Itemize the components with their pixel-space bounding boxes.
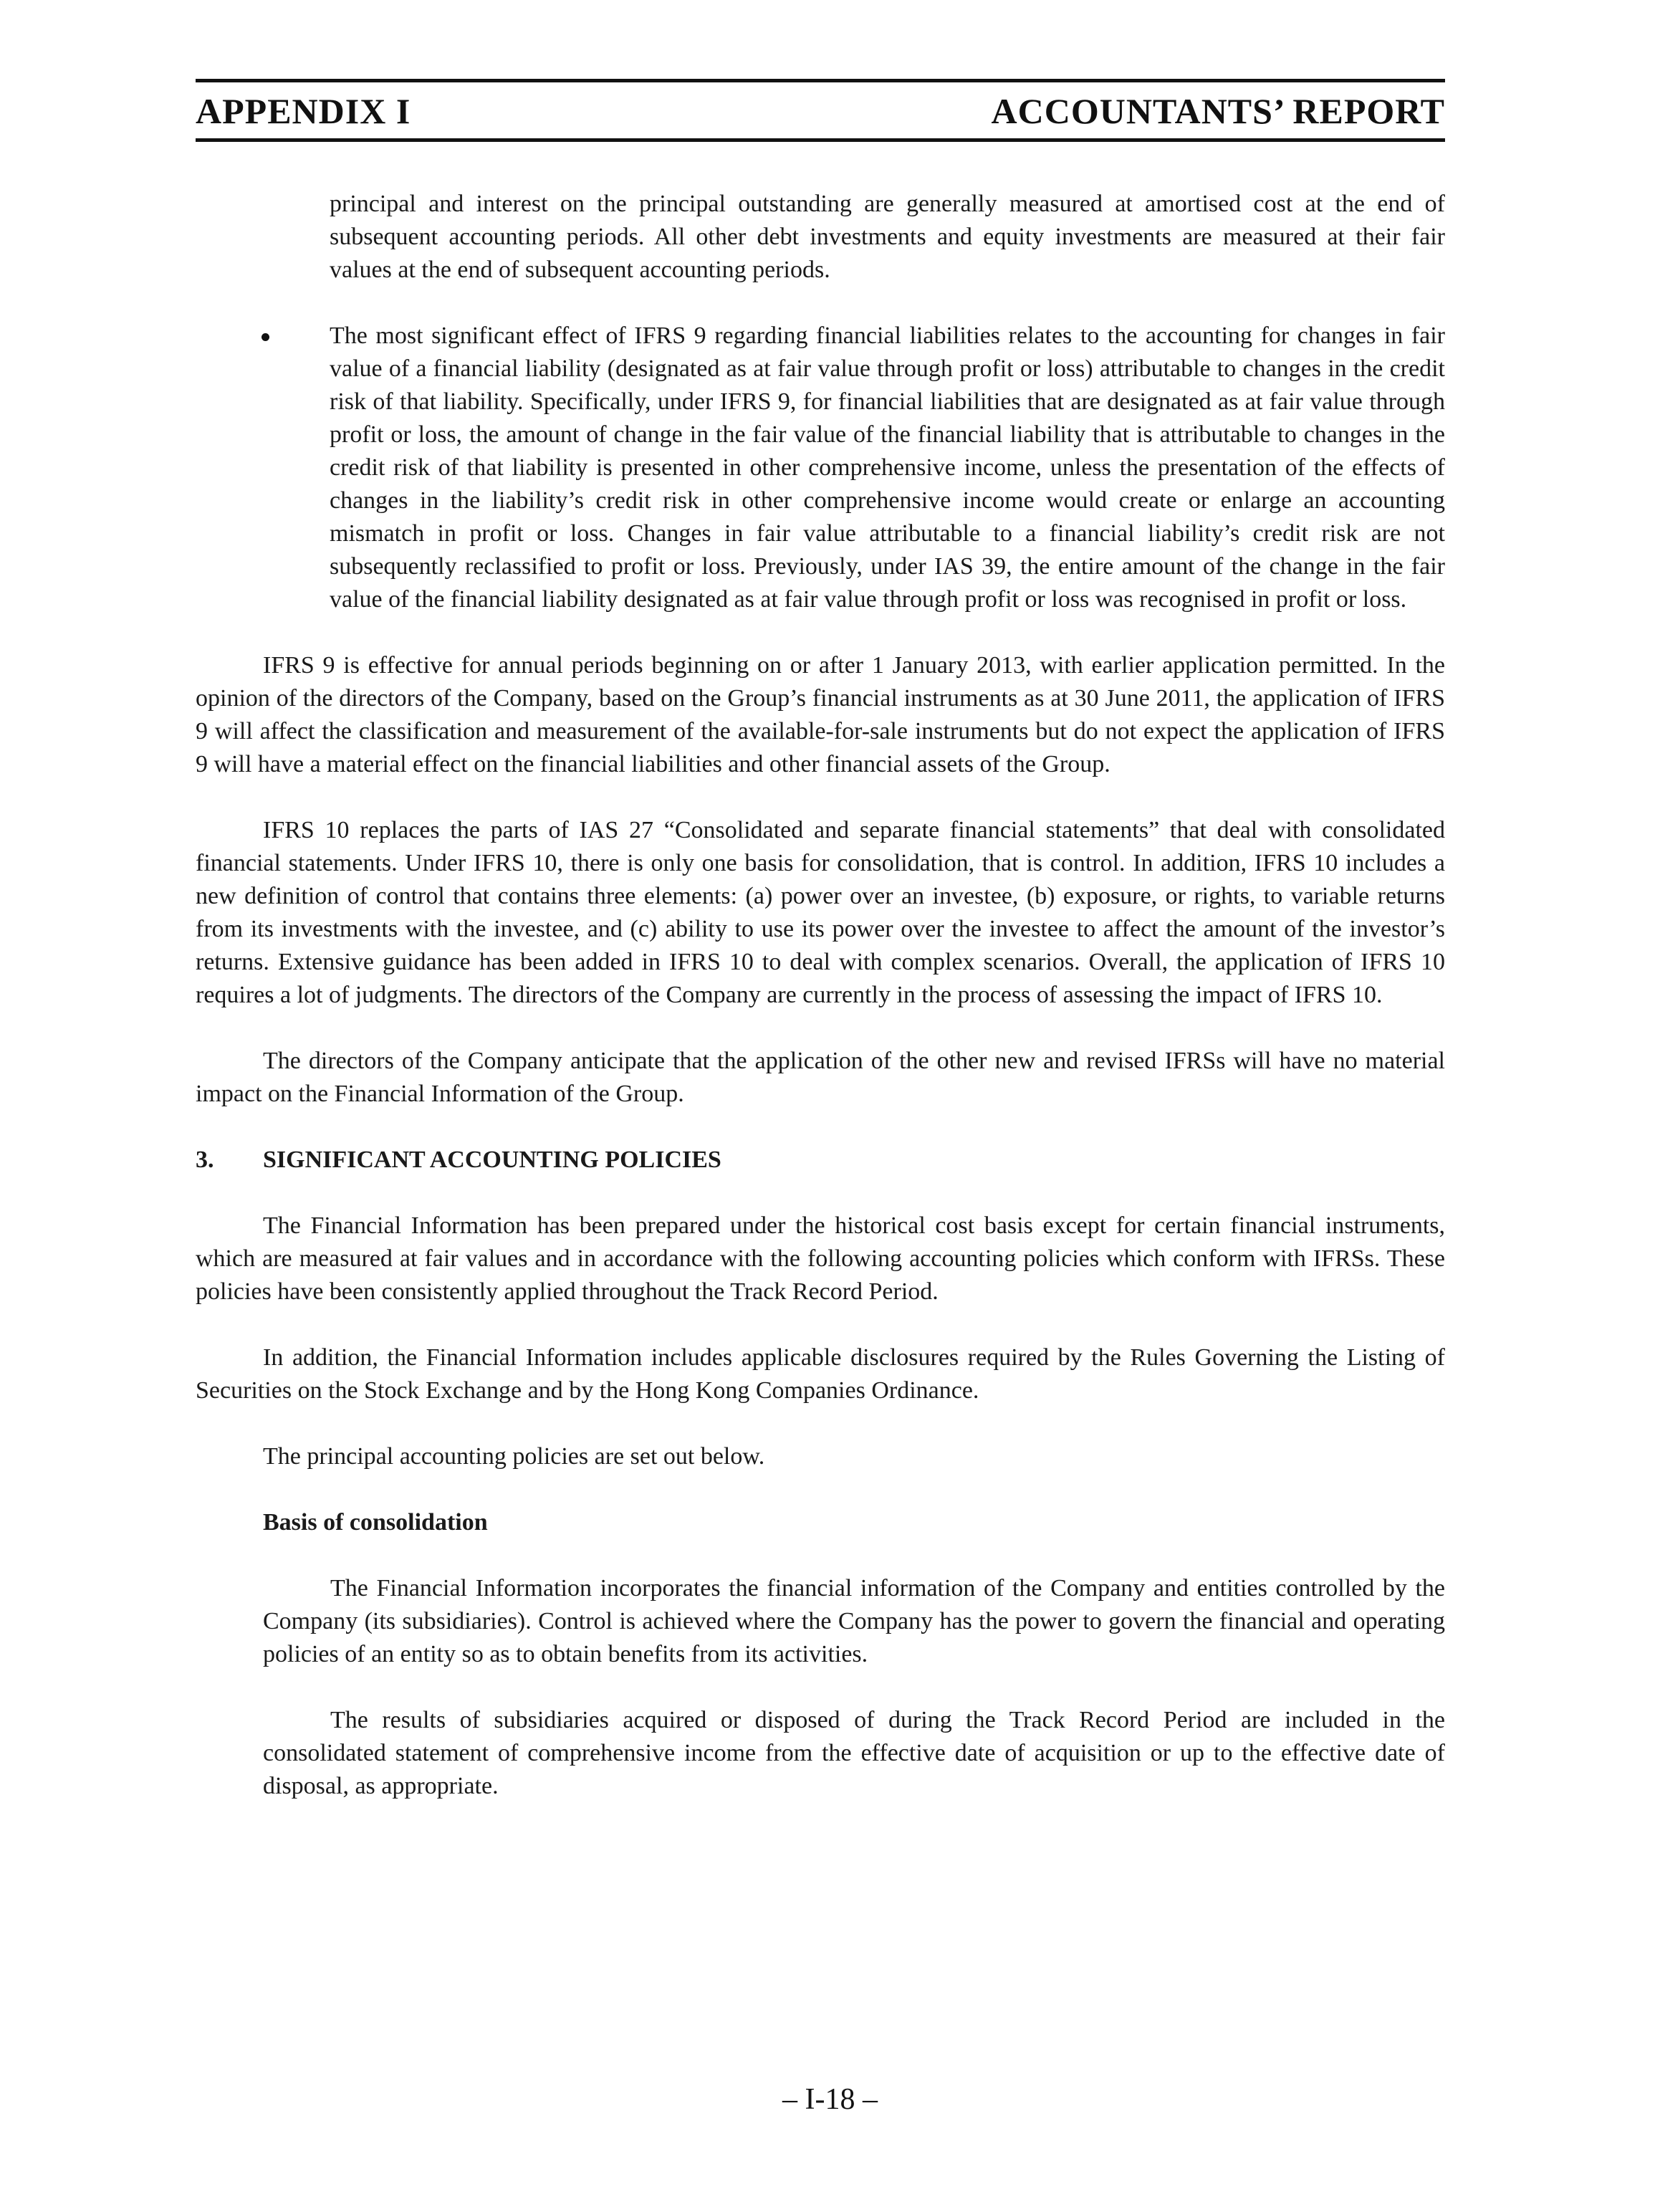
paragraph-ifrs9: IFRS 9 is effective for annual periods beginning on or after 1 January 2013, with earlier application permitted. In the opinion of the directors of the Company, based on the Group’s financial instruments as at 30 June 2011, the application of IFRS 9 will affect the classification and measurement of the available-for-sale instruments but do not expect the application of IFRS 9 will have a material effect on the financial liabilities and other financial assets of the Group. <box>196 652 1445 777</box>
paragraph-addition: In addition, the Financial Information includes applicable disclosures required by the Rules Governing the Listing of Securities on the Stock Exchange and by the Hong Kong Companies Ordinance. <box>196 1344 1445 1404</box>
section-title: SIGNIFICANT ACCOUNTING POLICIES <box>263 1146 721 1173</box>
header-appendix: APPENDIX I <box>196 91 411 131</box>
paragraph-results: The results of subsidiaries acquired or disposed of during the Track Record Period are included in the consolidated statement of comprehensive income from the effective date of acquisition or up to the effective date of disposal, as appropriate. <box>263 1707 1445 1799</box>
section-number: 3. <box>196 1146 214 1173</box>
bullet-dot-icon <box>262 333 269 341</box>
page-content <box>196 188 1445 1803</box>
paragraph-consolidation: The Financial Information incorporates the financial information of the Company and entities controlled by the Company (its subsidiaries). Control is achieved where the Company has the power to govern the financial and operating policies of an entity so as to obtain benefits from its activities. <box>263 1575 1445 1667</box>
paragraph-continuation: principal and interest on the principal outstanding are generally measured at amortised cost at the end of subsequent accounting periods. All other debt investments and equity investments are measured at their fair values at the end of subsequent accounting periods. <box>330 191 1445 283</box>
bullet-item <box>196 320 1445 616</box>
section-heading <box>196 1144 1445 1177</box>
bullet-text: The most significant effect of IFRS 9 regarding financial liabilities relates to the accounting for changes in fair value of a financial liability (designated as at fair value through profit or loss) attributable to changes in the credit risk of that liability. Specifically, under IFRS 9, for financial liabilities that are designated as at fair value through profit or loss, the amount of change in the fair value of the financial liability that is attributable to changes in the credit risk of that liability is presented in other comprehensive income, unless the presentation of the effects of changes in the liability’s credit risk in other comprehensive income would create or enlarge an accounting mismatch in profit or loss. Changes in fair value attributable to a financial liability’s credit risk are not subsequently reclassified to profit or loss. Previously, under IAS 39, the entire amount of the change in the fair value of the financial liability designated as at fair value through profit or loss was recognised in profit or loss. <box>330 322 1445 613</box>
paragraph-directors: The directors of the Company anticipate that the application of the other new and revised IFRSs will have no material impact on the Financial Information of the Group. <box>196 1048 1445 1107</box>
subheading-basis: Basis of consolidation <box>263 1509 488 1536</box>
page-number: – I-18 – <box>782 2083 878 2116</box>
paragraph-prepared: The Financial Information has been prepared under the historical cost basis except for certain financial instruments, which are measured at fair values and in accordance with the following accounting policies which conform with IFRSs. These policies have been consistently applied throughout the Track Record Period. <box>196 1212 1445 1305</box>
paragraph-ifrs10: IFRS 10 replaces the parts of IAS 27 “Consolidated and separate financial statements” that deal with consolidated financial statements. Under IFRS 10, there is only one basis for consolidation, that is control. In addition, IFRS 10 includes a new definition of control that contains three elements: (a) power over an investee, (b) exposure, or rights, to variable returns from its investments with the investee, and (c) ability to use its power over the investee to affect the amount of the investor’s returns. Extensive guidance has been added in IFRS 10 to deal with complex scenarios. Overall, the application of IFRS 10 requires a lot of judgments. The directors of the Company are currently in the process of assessing the impact of IFRS 10. <box>196 817 1445 1008</box>
header-rule-bottom <box>196 138 1445 142</box>
header-report-title: ACCOUNTANTS’ REPORT <box>991 91 1445 131</box>
header-rule-top <box>196 79 1445 82</box>
paragraph-principal: The principal accounting policies are set out below. <box>263 1443 765 1470</box>
